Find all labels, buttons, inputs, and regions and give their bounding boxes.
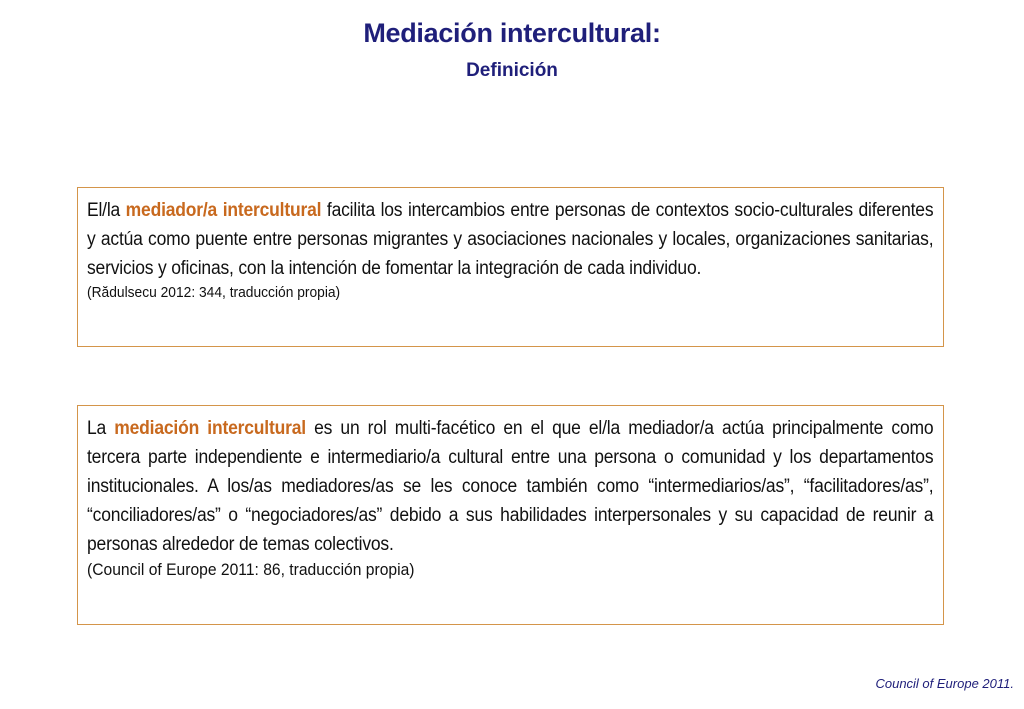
definition-highlight: mediación intercultural [114,418,306,439]
definition-body: facilita los intercambios entre personas de contextos socio-culturales diferentes y actúa como puente entre personas migrantes y asociaciones nacionales y locales, organizaciones sanitarias, servicios y oficinas, con la intención de fomentar la integración de cada individuo. [87,200,934,279]
citation: (Council of Europe 2011: 86, traducción propia) [87,560,415,579]
definition-lead: La [87,418,115,439]
definition-body: es un rol multi-facético en el que el/la mediador/a actúa principalmente como tercera parte independiente e intermediario/a cultural entre una persona o comunidad y los departamentos institucionales. A los/as mediadores/as se les conoce también como “intermediarios/as”, “facilitadores/as”, “conciliadores/as” o “negociadores/as” debido a sus habilidades interpersonales y su capacidad de reunir a personas alrededor de temas colectivos. [87,418,934,555]
definition-box-mediation [77,405,944,625]
definition-highlight: mediador/a intercultural [125,200,322,221]
page-title: Mediación intercultural: [363,18,661,48]
citation: (Rădulsecu 2012: 344, traducción propia) [87,284,341,301]
page-subtitle: Definición [466,60,558,81]
definition-lead: El/la [87,200,126,221]
definition-box-mediator [77,187,944,347]
footer-source: Council of Europe 2011. [875,676,1014,691]
definition-text [87,414,933,559]
definition-text [87,196,933,283]
